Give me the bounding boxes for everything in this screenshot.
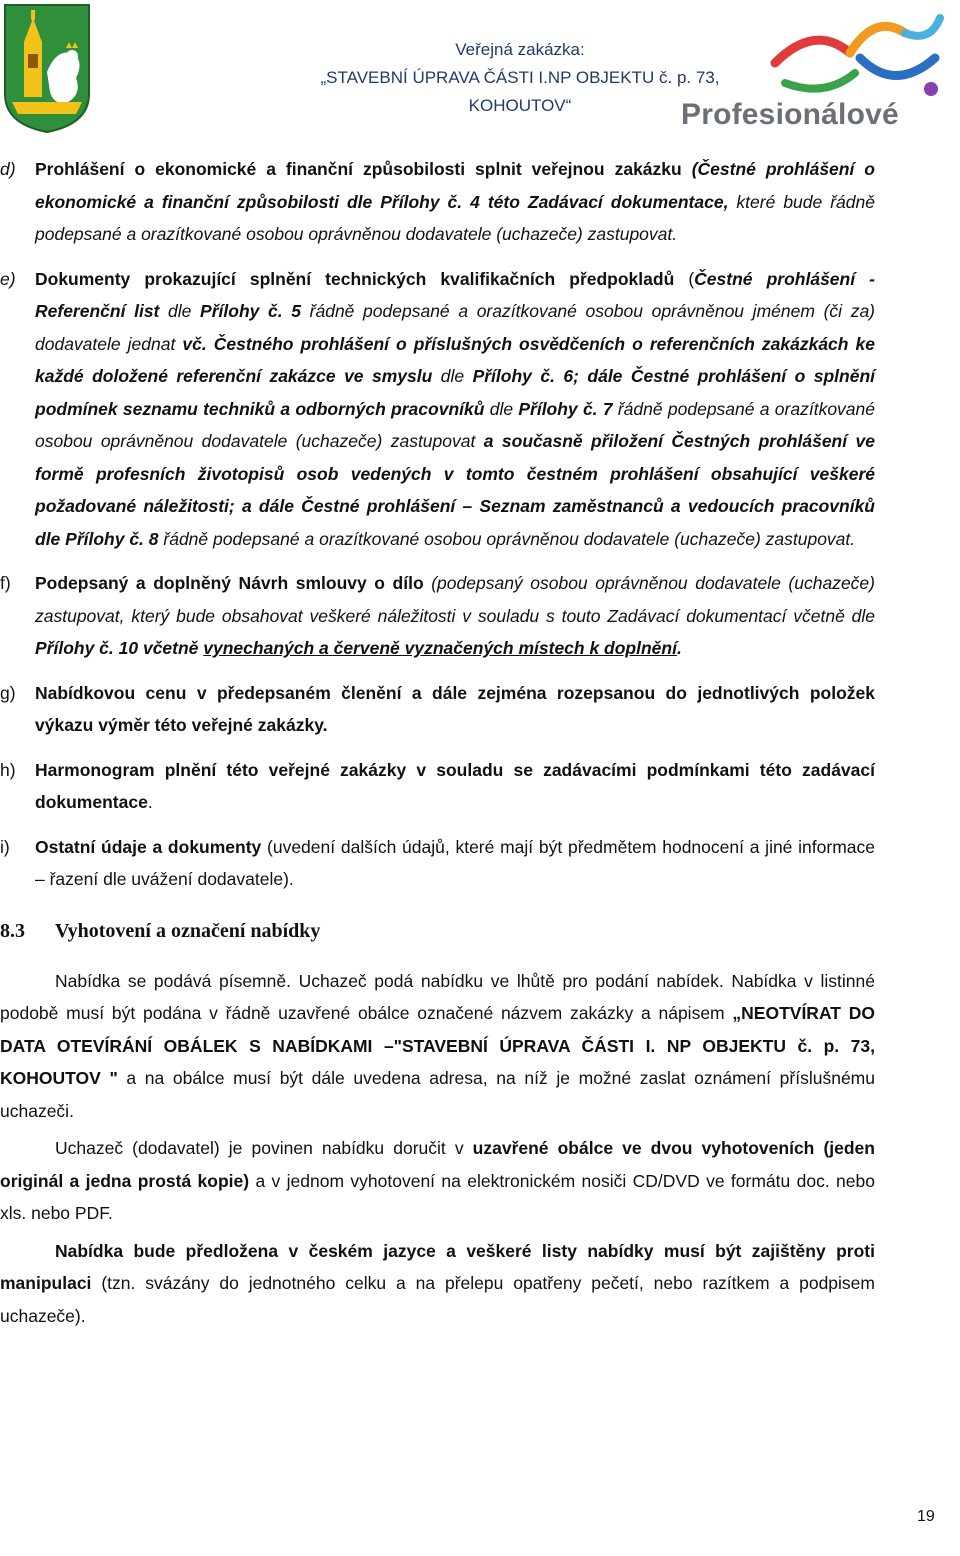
brand-name: Profesionálové [681,98,899,131]
paragraph-language [0,1235,875,1333]
item-e-text-1: řádně podepsané a orazítkované osobou oprávněnou jménem (či za) dodavatele jednat [35,301,875,354]
item-e-dle-3: dle [484,398,519,419]
item-g-heading: Nabídkovou cenu v předepsaném členění a dále zejména rozepsanou do jednotlivých položek výkazu výměr této veřejné zakázky. [35,682,875,735]
para-1-text-2: a na obálce musí být dále uvedena adresa, na níž je možné zaslat oznámení příslušnému uchazeči. [0,1068,875,1121]
para-2-text-1: Uchazeč (dodavatel) je povinen nabídku doručit v [55,1138,473,1158]
section-number: 8.3 [0,919,25,942]
item-f-text: (podepsaný osobou oprávněnou dodavatele (uchazeče) zastupovat, který bude obsahovat veškeré náležitosti v souladu s touto Zadávací dokumentací včetně dle [35,573,875,626]
paragraph-submission [0,965,875,1128]
header-title [300,36,740,120]
para-1-text-1: Nabídka se podává písemně. Uchazeč podá nabídku ve lhůtě pro podání nabídek. Nabídka v listinné podobě musí být podána v řádně uzavřené obálce označené názvem zakázky a nápisem [0,970,875,1023]
item-f-end: . [676,638,682,658]
item-e-emph-3: a současně přiložení Čestných prohlášení ve formě profesních životopisů osob vedených v tomto čestném prohlášení obsahující veškeré požadované náležitosti; a dále Čestné prohlášení – Seznam zaměstnanců a vedoucích pracovníků dle Přílohy č. 8 [35,431,875,549]
item-e-paren: ( [674,268,695,289]
list-label-h: h) [0,759,16,780]
para-3-emph: Nabídka bude předložena v českém jazyce a veškeré listy nabídky musí být zajištěny proti manipulaci [0,1240,875,1293]
item-h-end: . [147,792,153,812]
list-item-i [0,831,875,896]
list-label-f: f) [0,573,11,593]
list-item-e [0,263,875,556]
list-item-g [0,677,875,742]
list-label-d: d) [0,159,16,179]
item-e-annex-7: Přílohy č. 7 [518,398,613,419]
header-title-line1: Veřejná zakázka: [455,40,585,59]
item-e-text-3: řádně podepsané a orazítkované osobou oprávněnou dodavatele (uchazeče) zastupovat. [158,528,856,549]
item-h-heading: Harmonogram plnění této veřejné zakázky v souladu se zadávacími podmínkami této zadávací dokumentace [35,759,875,812]
item-d-text: které bude řádně podepsané a orazítkované osobou oprávněnou dodavatele (uchazeče) zastupovat. [35,191,875,244]
item-d-emph: (Čestné prohlášení o ekonomické a finanční způsobilosti dle Přílohy č. 4 této Zadávací dokumentace, [35,159,875,212]
page-header [0,0,960,140]
list-item-h [0,754,875,819]
item-e-emph-1: vč. Čestného prohlášení o příslušných osvědčeních o referenčních zakázkách ke každé doložené referenční zakázce ve smyslu [35,333,875,386]
item-e-annex-5: Přílohy č. 5 [200,301,301,321]
item-i-heading: Ostatní údaje a dokumenty [35,836,262,857]
item-f-annex-10: Přílohy č. 10 včetně [35,638,204,658]
item-e-emph-2: Přílohy č. 6; dále Čestné prohlášení o splnění podmínek seznamu techniků a odborných pracovníků [35,366,876,419]
municipal-crest-icon [2,2,92,134]
paragraph-delivery [0,1132,875,1230]
list-item-f [0,567,875,665]
list-label-g: g) [0,682,16,703]
para-2-emph: uzavřené obálce ve dvou vyhotoveních (jeden originál a jedna prostá kopie) [0,1138,875,1191]
header-title-line2: „STAVEBNÍ ÚPRAVA ČÁSTI I.NP OBJEKTU č. p. 73, KOHOUTOV“ [320,68,720,115]
item-e-text-2: řádně podepsané a orazítkované osobou oprávněnou dodavatele (uchazeče) zastupovat [35,398,875,451]
item-f-underlined: vynechaných a červeně vyznačených místech k doplnění [203,638,677,658]
item-e-heading: Dokumenty prokazující splnění technických kvalifikačních předpokladů [35,268,675,289]
item-f-heading: Podepsaný a doplněný Návrh smlouvy o dílo [35,573,424,593]
para-3-text: (tzn. svázány do jednotného celku a na přelepu opatřeny pečetí, nebo razítkem a podpisem uchazeče). [0,1273,875,1326]
list-item-d [0,153,875,251]
para-2-text-2: a v jednom vyhotovení na elektronickém nosiči CD/DVD ve formátu doc. nebo xls. nebo PDF. [0,1170,875,1223]
section-heading [0,920,875,943]
item-e-ref-list: Čestné prohlášení - Referenční list [35,268,875,321]
document-body [0,153,875,1337]
item-d-heading: Prohlášení o ekonomické a finanční způsobilosti splnit veřejnou zakázku [35,159,692,179]
brand-logo-icon [755,3,955,103]
item-e-dle-2: dle [432,366,473,386]
section-title: Vyhotovení a označení nabídky [55,919,321,942]
para-1-envelope-label: „NEOTVÍRAT DO DATA OTEVÍRÁNÍ OBÁLEK S NABÍDKAMI –"STAVEBNÍ ÚPRAVA ČÁSTI I. NP OBJEKTU č. p. 73, KOHOUTOV " [0,1003,875,1088]
list-label-i: i) [0,836,10,857]
page-number: 19 [917,1508,935,1525]
list-label-e: e) [0,268,16,289]
item-e-dle-1: dle [159,301,201,321]
item-i-text: (uvedení dalších údajů, které mají být předmětem hodnocení a jiné informace – řazení dle uvážení dodavatele). [35,836,875,889]
